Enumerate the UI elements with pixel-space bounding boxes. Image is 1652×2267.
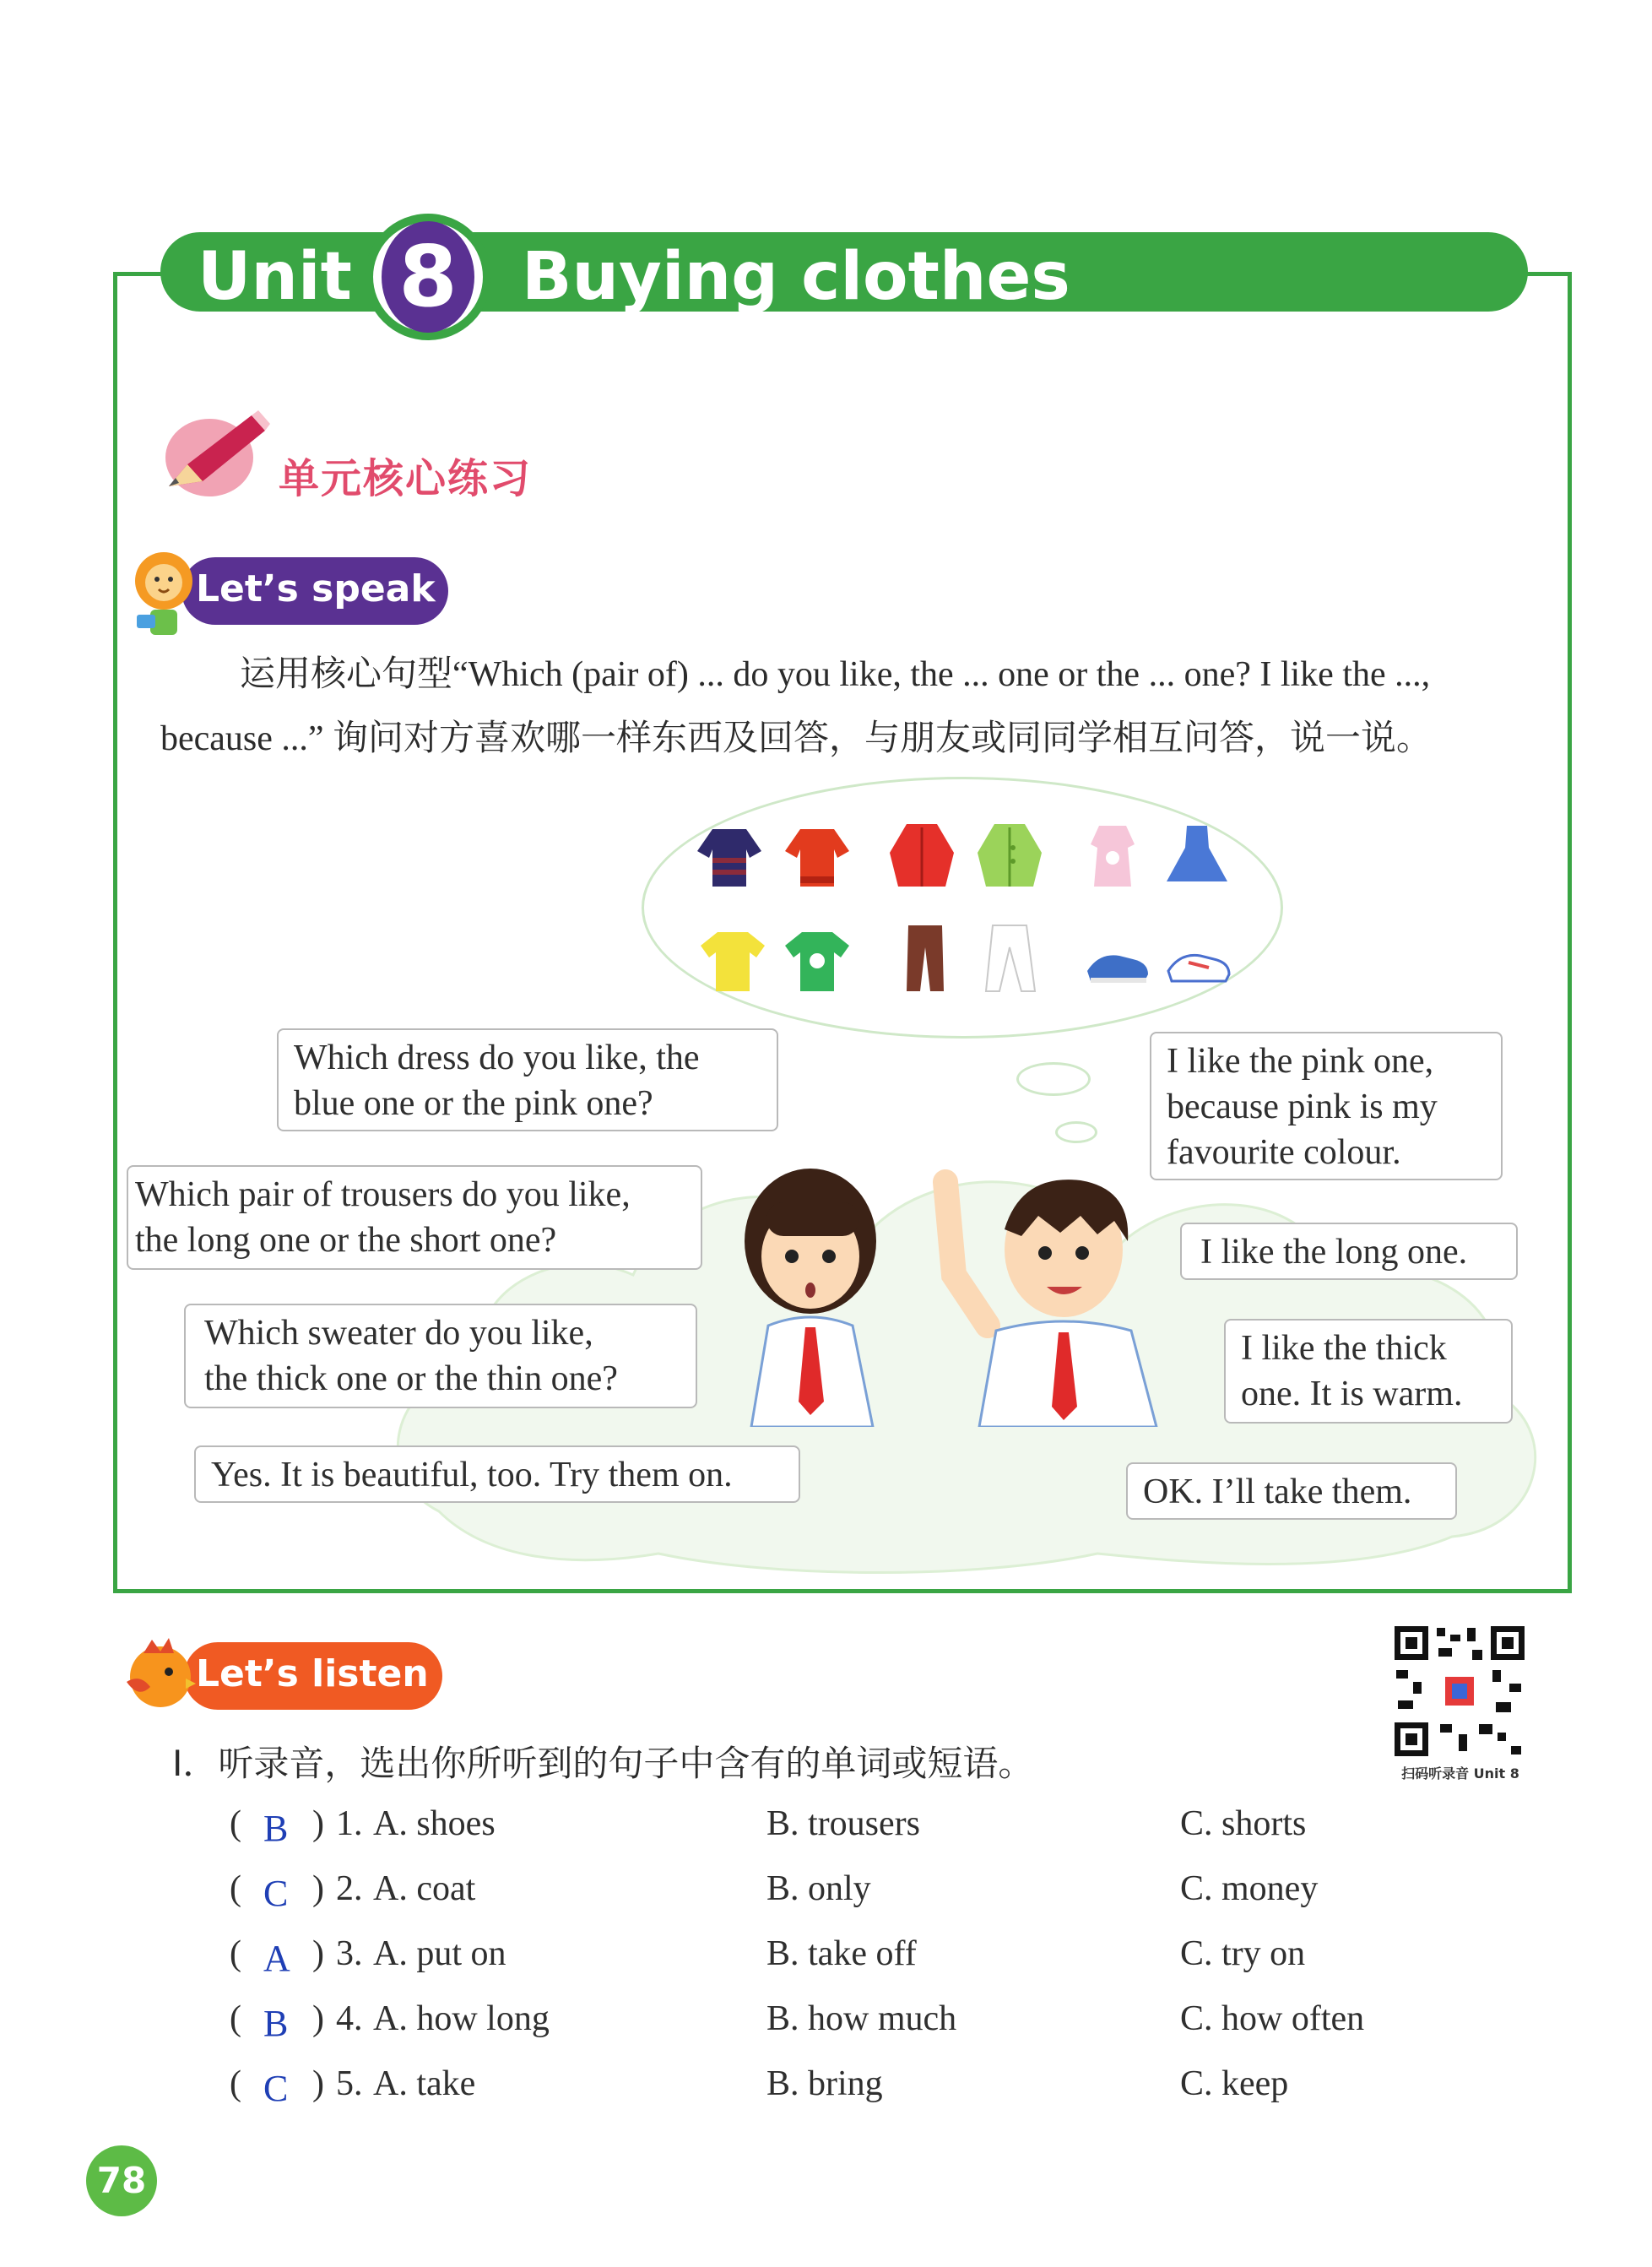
question-row	[230, 1865, 1411, 1912]
answer-mark: C	[263, 2068, 289, 2109]
paren-close: )	[312, 1869, 324, 1908]
bubble-line: Which dress do you like, the	[294, 1039, 700, 1077]
sweater-icon	[694, 821, 765, 892]
option-a: A. put on	[373, 1934, 506, 1973]
pink-dress-icon	[1077, 819, 1148, 890]
thought-dot	[1016, 1062, 1091, 1096]
unit-word: Unit	[198, 239, 352, 315]
option-c: C. money	[1180, 1869, 1319, 1908]
answer-mark: B	[263, 2003, 289, 2044]
speech-bubble-right-1	[1150, 1032, 1503, 1180]
blue-dress-icon	[1162, 819, 1232, 890]
paren-open: (	[230, 2064, 241, 2103]
qr-code[interactable]	[1391, 1623, 1528, 1760]
bubble-line: the thick one or the thin one?	[204, 1359, 618, 1398]
paren-open: (	[230, 1804, 241, 1843]
speak-label: Let’s speak	[196, 567, 436, 610]
answer-mark: C	[263, 1873, 289, 1914]
answer-mark: B	[263, 1808, 289, 1849]
option-c: C. keep	[1180, 2064, 1289, 2103]
speech-bubble-right-2	[1180, 1223, 1518, 1280]
bubble-line: favourite colour.	[1167, 1133, 1401, 1172]
option-c: C. try on	[1180, 1934, 1306, 1973]
green-tshirt-icon	[782, 925, 853, 996]
question-number: 3.	[336, 1934, 363, 1973]
lion-icon	[128, 549, 199, 642]
bubble-line: I like the thick	[1241, 1329, 1447, 1368]
part1-instruction: Ⅰ．听录音，选出你所听到的句子中含有的单词或短语。	[172, 1743, 1034, 1784]
option-a: A. take	[373, 2064, 476, 2103]
option-a: A. coat	[373, 1869, 476, 1908]
speech-bubble-left-2	[127, 1165, 702, 1270]
qr-caption: 扫码听录音 Unit 8	[1401, 1765, 1519, 1782]
bubble-line: the long one or the short one?	[135, 1221, 557, 1260]
question-row	[230, 1995, 1411, 2042]
paren-close: )	[312, 1804, 324, 1843]
bubble-line: Yes. It is beautiful, too. Try them on.	[211, 1456, 733, 1494]
question-number: 2.	[336, 1869, 363, 1908]
option-c: C. how often	[1180, 1999, 1365, 2038]
green-coat-icon	[974, 819, 1045, 890]
unit-title: Buying clothes	[522, 239, 1070, 315]
bubble-line: one. It is warm.	[1241, 1375, 1463, 1413]
red-coat-icon	[886, 819, 957, 890]
bubble-line: blue one or the pink one?	[294, 1084, 653, 1123]
paren-close: )	[312, 1999, 324, 2038]
option-b: B. take off	[766, 1934, 917, 1973]
speech-bubble-right-3	[1224, 1319, 1513, 1424]
bird-icon	[118, 1635, 196, 1712]
paren-open: (	[230, 1869, 241, 1908]
page-number: 78	[86, 2145, 157, 2216]
speak-instruction-line2: because ...” 询问对方喜欢哪一样东西及回答，与朋友或同同学相互问答，说一说。	[160, 719, 1433, 758]
bubble-line: Which pair of trousers do you like,	[135, 1175, 631, 1214]
speech-bubble-left-1	[277, 1028, 778, 1131]
option-b: B. only	[766, 1869, 871, 1908]
option-b: B. bring	[766, 2064, 883, 2103]
option-b: B. how much	[766, 1999, 957, 2038]
option-a: A. how long	[373, 1999, 550, 2038]
question-number: 1.	[336, 1804, 363, 1843]
paren-open: (	[230, 1999, 241, 2038]
question-row	[230, 2060, 1411, 2107]
blue-shoes-icon	[1082, 929, 1153, 1000]
red-sweater-icon	[782, 821, 853, 892]
paren-close: )	[312, 1934, 324, 1973]
pencil-icon	[157, 405, 272, 500]
speech-bubble-left-3	[184, 1304, 697, 1408]
white-shoes-icon	[1163, 929, 1234, 1000]
speak-instruction-line1: 运用核心句型“Which (pair of) ... do you like, the ... one or the ... one? I like the ...,	[240, 655, 1431, 694]
bubble-line: OK. I’ll take them.	[1143, 1472, 1412, 1511]
question-row	[230, 1930, 1411, 1977]
paren-close: )	[312, 2064, 324, 2103]
bubble-line: Which sweater do you like,	[204, 1314, 593, 1353]
question-number: 4.	[336, 1999, 363, 2038]
question-number: 5.	[336, 2064, 363, 2103]
bubble-line: I like the long one.	[1200, 1233, 1468, 1272]
question-row	[230, 1800, 1411, 1847]
option-b: B. trousers	[766, 1804, 920, 1843]
option-a: A. shoes	[373, 1804, 496, 1843]
bubble-line: because pink is my	[1167, 1087, 1438, 1126]
thought-dot	[1055, 1121, 1097, 1143]
answer-mark: A	[263, 1938, 290, 1979]
paren-open: (	[230, 1934, 241, 1973]
boy-figure	[895, 1148, 1182, 1427]
core-practice-title: 单元核心练习	[279, 455, 533, 502]
speech-bubble-right-4	[1126, 1462, 1457, 1520]
bubble-line: I like the pink one,	[1167, 1042, 1434, 1081]
unit-number: 8	[382, 221, 474, 333]
option-c: C. shorts	[1180, 1804, 1307, 1843]
listen-label: Let’s listen	[196, 1652, 429, 1695]
speech-bubble-left-4	[194, 1445, 800, 1503]
yellow-tshirt-icon	[697, 925, 768, 996]
white-trousers-icon	[974, 922, 1045, 993]
brown-trousers-icon	[890, 922, 961, 993]
girl-figure	[718, 1148, 903, 1427]
